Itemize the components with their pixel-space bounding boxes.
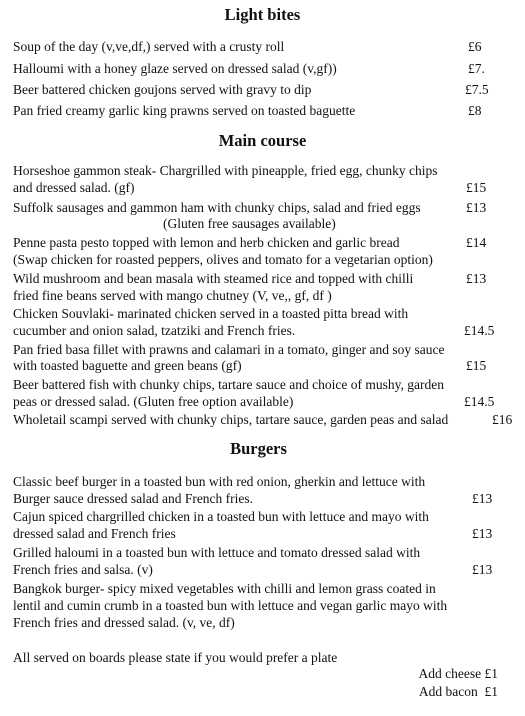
menu-item-price: £16 [492,412,513,427]
menu-item-line: Beer battered fish with chunky chips, tartare sauce and choice of mushy, garden [13,377,444,392]
menu-item-line: and dressed salad. (gf) [13,180,135,195]
menu-item-line: fried fine beans served with mango chutney (V, ve,, gf, df ) [13,288,332,303]
menu-item-line: Halloumi with a honey glaze served on dressed salad (v,gf)) [13,61,337,76]
menu-item-price: £7. [468,61,485,76]
menu-item-line: (Gluten free sausages available) [163,216,336,231]
menu-item-line: (Swap chicken for roasted peppers, olives and tomato for a vegetarian option) [13,252,433,267]
menu-item-price: £7.5 [465,82,489,97]
menu-item-price: £6 [468,39,482,54]
menu-item-line: Classic beef burger in a toasted bun with red onion, gherkin and lettuce with [13,474,426,489]
menu-item-line: lentil and cumin crumb in a toasted bun with lettuce and vegan garlic mayo with [13,598,448,613]
menu-item-line: peas or dressed salad. (Gluten free option available) [13,394,294,409]
addon-bacon: Add bacon £1 [418,684,498,699]
menu-item-line: Bangkok burger- spicy mixed vegetables with chilli and lemon grass coated in [13,581,436,596]
menu-item-line: Grilled haloumi in a toasted bun with lettuce and tomato dressed salad with [13,545,421,560]
menu-item-price: £14.5 [464,323,495,338]
menu-item-price: £13 [472,526,493,541]
menu-item-line: Wild mushroom and bean masala with steamed rice and topped with chilli [13,271,414,286]
menu-item-line: Beer battered chicken goujons served with gravy to dip [13,82,312,97]
menu-item-price: £13 [472,562,493,577]
section-title-main-course: Main course [218,131,307,150]
menu-item-line: Horseshoe gammon steak- Chargrilled with pineapple, fried egg, chunky chips [13,163,438,178]
menu-item-price: £14 [466,235,487,250]
section-title-burgers: Burgers [230,439,287,458]
menu-item-line: with toasted baguette and green beans (gf) [13,358,242,373]
menu-item-line: Suffolk sausages and gammon ham with chunky chips, salad and fried eggs [13,200,421,215]
menu-item-line: Soup of the day (v,ve,df,) served with a crusty roll [13,39,285,54]
menu-item-price: £8 [468,103,482,118]
menu-item-line: Penne pasta pesto topped with lemon and herb chicken and garlic bread [13,235,400,250]
menu-item-line: French fries and dressed salad. (v, ve, df) [13,615,235,630]
menu-item-line: Burger sauce dressed salad and French fries. [13,491,254,506]
addon-cheese: Add cheese £1 [418,666,498,681]
menu-item-price: £15 [466,180,487,195]
menu-item-line: Chicken Souvlaki- marinated chicken served in a toasted pitta bread with [13,306,409,321]
menu-item-price: £13 [466,271,487,286]
menu-item-line: Cajun spiced chargrilled chicken in a toasted bun with lettuce and mayo with [13,509,429,524]
menu-item-line: French fries and salsa. (v) [13,562,153,577]
section-title-light-bites: Light bites [224,5,301,24]
menu-item-line: Pan fried creamy garlic king prawns served on toasted baguette [13,103,356,118]
footer-note: All served on boards please state if you would prefer a plate [13,650,338,665]
menu-item-price: £13 [472,491,493,506]
menu-item-line: Pan fried basa fillet with prawns and calamari in a tomato, ginger and soy sauce [13,342,445,357]
menu-item-price: £13 [466,200,487,215]
menu-item-line: cucumber and onion salad, tzatziki and French fries. [13,323,296,338]
menu-item-line: dressed salad and French fries [13,526,176,541]
menu-item-price: £15 [466,358,487,373]
menu-item-line: Wholetail scampi served with chunky chips, tartare sauce, garden peas and salad [13,412,449,427]
menu-item-price: £14.5 [464,394,495,409]
